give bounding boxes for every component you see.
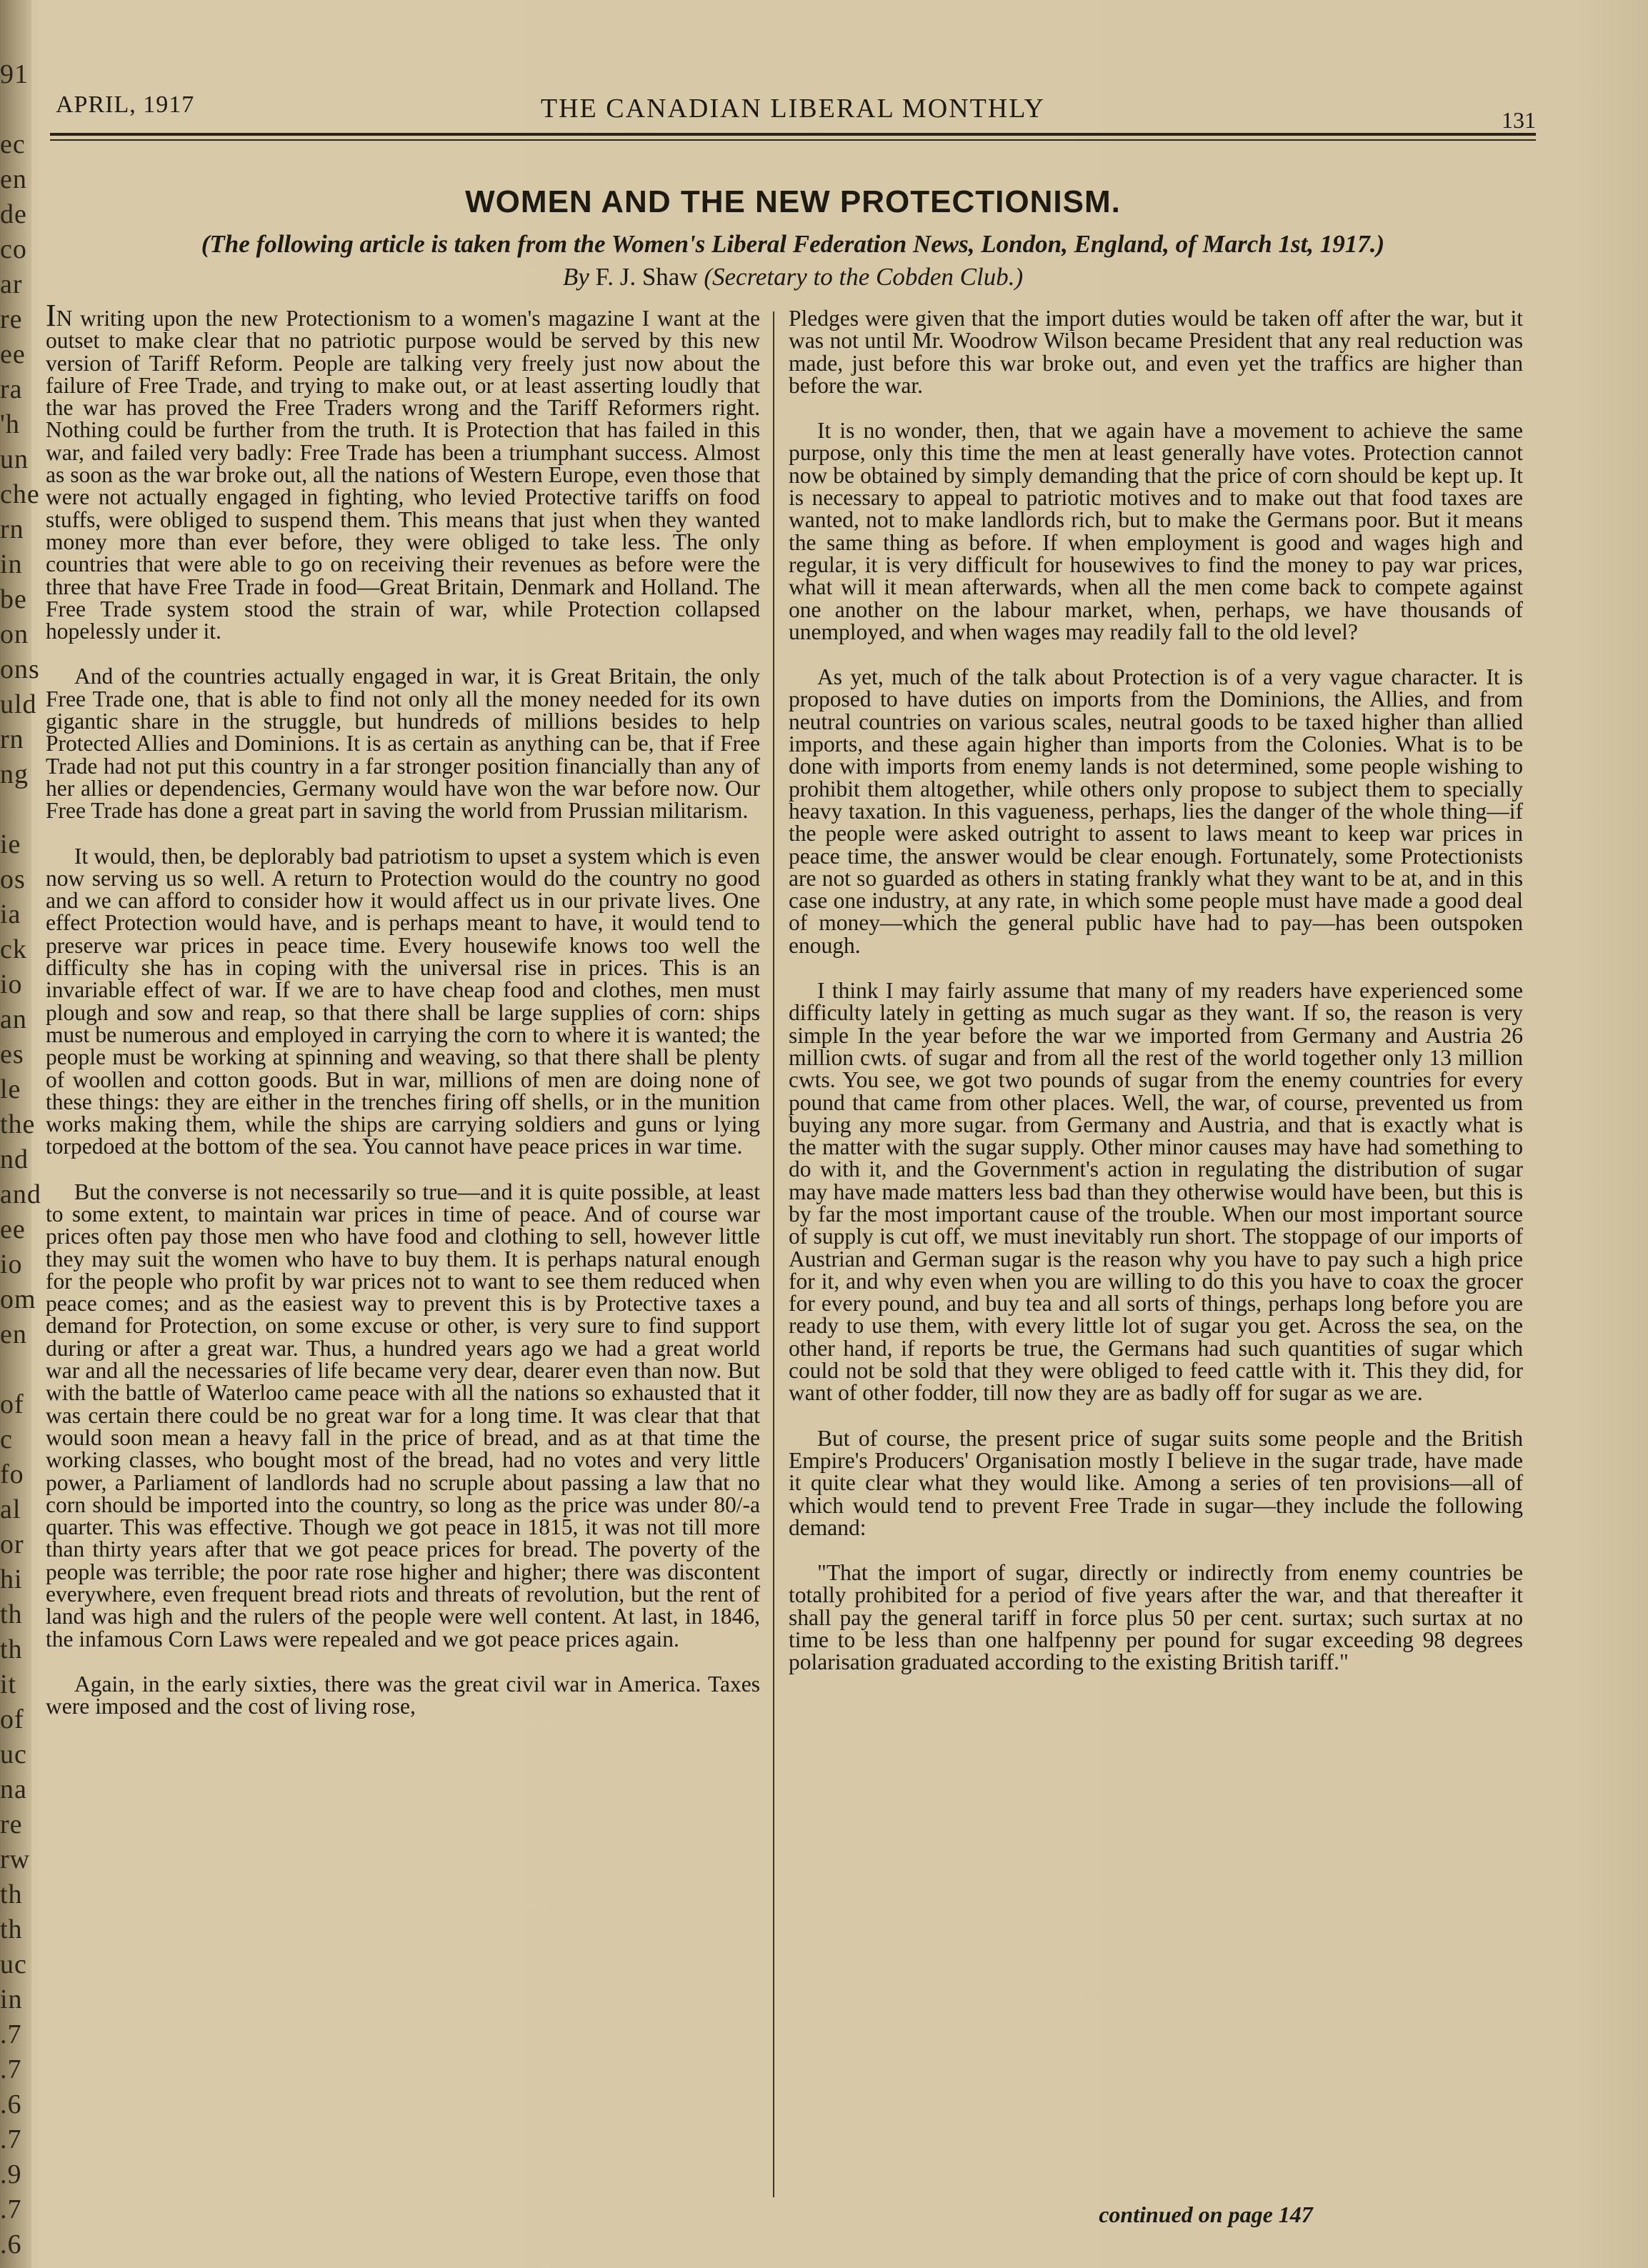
author-role: (Secretary to the Cobden Club.): [704, 263, 1024, 291]
paragraph: And of the countries actually engaged in war, it is Great Britain, the only Free Trade one, that is able to find not only all the money needed for its own gigantic share in the struggle, but hundreds of millions besides to help Protected Allies and Dominions. It is as certain as anything can be, that if Free Trade had not put this country in a far stronger position financially than any of her allies or dependencies, Germany would have won the war before now. Our Free Trade has done a great part in saving the world from Prussian militarism.: [46, 664, 760, 824]
byline-prefix: By: [562, 263, 596, 291]
article-byline: [50, 263, 1536, 291]
paragraph-text: N writing upon the new Protectionism to a women's magazine I want at the outset to make clear that no patriotic purpose would be served by this new version of Tariff Reform. People are talking very freely just now about the failure of Free Trade, and trying to make out, or at least asserting loudly that the war has proved the Free Traders wrong and the Tariff Reformers right. Nothing could be further from the truth. It is Protection that has failed in this war, and failed very badly: Free Trade has been a triumphant success. Almost as soon as the war broke out, all the nations of Western Europe, even those that were not actually engaged in fighting, who levied Protective tariffs on food stuffs, were obliged to suspend them. This means that just when they wanted money more than ever before, they were obliged to take less. The only countries that were able to go on receiving their revenues as before were the three that have Free Trade in food—Great Britain, Denmark and Holland. The Free Trade system stood the strain of war, while Protection collapsed hopelessly under it.: [46, 306, 760, 644]
issue-date: APRIL, 1917: [56, 91, 195, 118]
header-rule-thin: [50, 139, 1536, 141]
article-title: WOMEN AND THE NEW PROTECTIONISM.: [465, 184, 1121, 219]
paragraph: Pledges were given that the import duties would be taken off after the war, but it was not until Mr. Woodrow Wilson became President that any real reduction was made, just before this war broke out, and even yet the traffics are higher than before the war.: [789, 306, 1523, 398]
running-header: [50, 84, 1536, 133]
column-divider: [773, 311, 774, 2197]
paragraph: Again, in the early sixties, there was the great civil war in America. Taxes were imposed and the cost of living rose,: [46, 1671, 760, 1719]
article-source-note: (The following article is taken from the Women's Liberal Federation News, London, England, of March 1st, 1917.): [201, 230, 1385, 258]
paragraph: But the converse is not necessarily so true—and it is quite possible, at least to some extent, to maintain war prices in time of peace. And of course war prices often pay those men who have food and clothing to sell, however little they may suit the women who have to buy them. It is perhaps natural enough for the people who profit by war prices not to want to see them reduced when peace comes; and as the easiest way to prevent this is by Protective taxes a demand for Protection, on some excuse or other, is very sure to find support during or after a great war. Thus, a hundred years ago we had a great world war and all the necessaries of life became very dear, dearer even than now. But with the battle of Waterloo came peace with all the nations so exhausted that it was certain there could be no great war for a long time. It was clear that that would soon mean a heavy fall in the price of bread, and as at that time the working classes, who bought most of the bread, had no votes and very little power, a Parliament of landlords had no scruple about passing a law that no corn should be imported into the country, so long as the price was under 80/-a quarter. This was effective. Though we got peace in 1815, it was not till more than thirty years after that we got peace prices for bread. The poverty of the people was terrible; the poor rate rose higher and higher; there was discontent everywhere, even frequent bread riots and threats of revolution, but the rent of land was high and the rulers of the people were well content. At last, in 1846, the infamous Corn Laws were repealed and we got peace prices again.: [46, 1179, 760, 1652]
quoted-demand: "That the import of sugar, directly or indirectly from enemy countries be totally prohibited for a period of five years after the war, and that thereafter it shall pay the general tariff in force plus 50 per cent. surtax; such surtax at no time to be less than one halfpenny per pound for sugar exceeding 98 degrees polarisation graduated according to the existing British tariff.": [789, 1560, 1523, 1675]
left-column: [46, 298, 760, 2200]
author-name: F. J. Shaw: [595, 263, 698, 291]
adjacent-page-edge: [0, 0, 41, 2268]
paragraph: It would, then, be deplorably bad patriotism to upset a system which is even now serving us so well. A return to Protection would do the country no good and we can afford to consider how it would affect us in our private lives. One effect Protection would have, and is perhaps meant to have, it would tend to preserve war prices in peace time. Every housewife knows too well the difficulty she has in coping with the universal rise in prices. This is an invariable effect of war. If we are to have cheap food and clothes, men must plough and sow and reap, so that there shall be large supplies of corn: ships must be numerous and employed in carrying the corn to where it is wanted; the people must be working at spinning and weaving, so that there shall be plenty of woollen and cotton goods. But in war, millions of men are doing none of these things: they are either in the trenches firing off shells, or in the munition works making them, while the ships are carrying soldiers and guns or lying torpedoed at the bottom of the sea. You cannot have peace prices in war time.: [46, 843, 760, 1159]
drop-cap: I: [46, 298, 56, 333]
paragraph: As yet, much of the talk about Protection is of a very vague character. It is proposed to have duties on imports from the Dominions, the Allies, and from neutral countries on various scales, neutral goods to be taxed higher than allied imports, and these again higher than imports from the Colonies. What is to be done with imports from enemy lands is not determined, some people wishing to prohibit them altogether, while others only propose to subject them to specially heavy taxation. In this vagueness, perhaps, lies the danger of the whole thing—if the people were asked outright to assent to laws meant to keep war prices in peace time, the answer would be clear enough. Fortunately, some Protectionists are not so guarded as others in stating frankly what they want to be at, and in this case one industry, at any rate, in which some people must have made a good deal of money—which the general public have had to pay—has been outspoken enough.: [789, 664, 1523, 958]
paragraph: It is no wonder, then, that we again have a movement to achieve the same purpose, only this time the men at least generally have votes. Protection cannot now be obtained by simply demanding that the price of corn should be kept up. It is necessary to appeal to patriotic motives and to make out that food taxes are wanted, not to make landlords rich, but to make the Germans poor. But it means the same thing as before. If when employment is good and wages high and regular, it is very difficult for housewives to find the money to pay war prices, what will it mean afterwards, when all the men come back to compete against one another on the labour market, when, perhaps, we have thousands of unemployed, and when wages may readily fall to the old level?: [789, 418, 1523, 644]
paragraph: I think I may fairly assume that many of my readers have experienced some difficulty lately in getting as much sugar as they want. If so, the reason is very simple In the year before the war we imported from Germany and Austria 26 million cwts. of sugar and from all the rest of the world together only 13 million cwts. You see, we got two pounds of sugar from the enemy countries for every pound that came from other places. Well, the war, of course, prevented us from buying any more sugar. from Germany and Austria, and that is exactly what is the matter with the sugar supply. Other minor causes may have had something to do with it, and the Government's action in regulating the distribution of sugar may have made matters less bad than they otherwise would have been, but this is by far the most important cause of the trouble. When our most important source of supply is cut off, we must inevitably run short. The stoppage of our imports of Austrian and German sugar is the reason why you have to pay such a high price for it, and why even when you are willing to do this you have to coax the grocer for every pound, and buy tea and all sorts of things, perhaps long before you are ready to use them, with every little lot of sugar you get. Across the sea, on the other hand, if reports be true, the Germans had such quantities of sugar which could not be sold that they were obliged to feed cattle with it. This they did, for want of other fodder, till now they are as badly off for sugar as we are.: [789, 978, 1523, 1406]
journal-title: THE CANADIAN LIBERAL MONTHLY: [540, 94, 1046, 124]
continued-note: continued on page 147: [1099, 2202, 1313, 2227]
page-number: 131: [1502, 107, 1536, 133]
header-rule-thick: [50, 133, 1536, 136]
adjacent-page-text: 91 ec en de co ar re ee ra 'h un che rn in be on ons uld rn ng ie os ia ck io an es le the nd and ee io om en of c fo al or hi th th it of uc na re rw th th uc in .7 .7 .6 .7 .9 .7 .6: [0, 59, 41, 2259]
paragraph: But of course, the present price of sugar suits some people and the British Empire's Producers' Organisation mostly I believe in the sugar trade, have made it quite clear what they would like. Among a series of ten provisions—all of which would tend to prevent Free Trade in sugar—they include the following demand:: [789, 1425, 1523, 1540]
right-column: [789, 307, 1523, 2200]
paragraph: [46, 298, 760, 644]
